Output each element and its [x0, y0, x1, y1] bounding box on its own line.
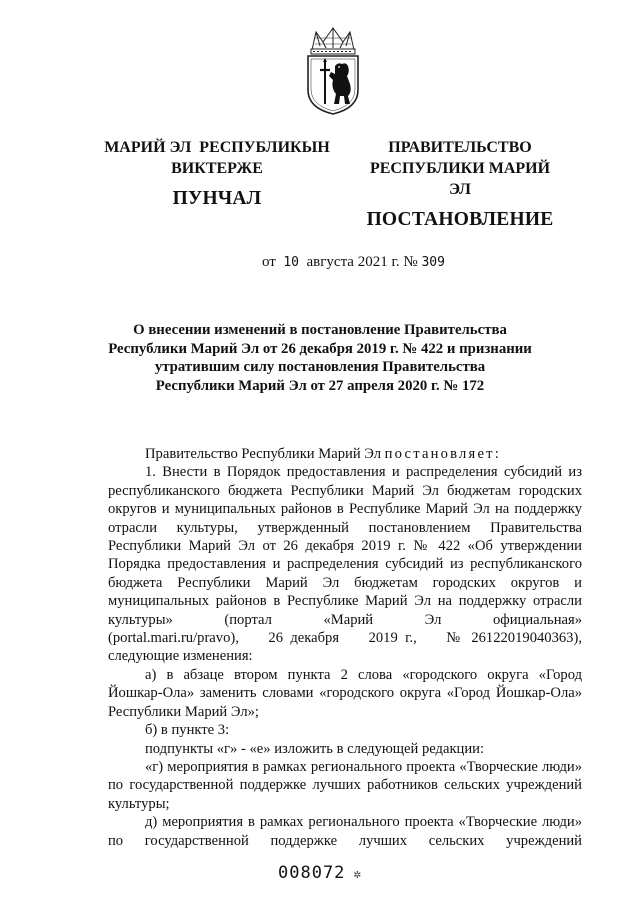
paragraph-e: д) мероприятия в рамках регионального проекта «Творческие люди» по государственной поддержке лучших сельских учреждений	[108, 814, 582, 849]
header-right-doc-type: ПОСТАНОВЛЕНИЕ	[366, 209, 554, 230]
title-line: Республики Марий Эл от 27 апреля 2020 г. № 172	[155, 377, 485, 394]
header-mari-language-block	[94, 137, 340, 209]
coat-of-arms-emblem	[298, 24, 368, 116]
header-russian-block	[360, 137, 560, 230]
paragraph-1-portal: (portal.mari.ru/pravo), 26 декабря 2019 г., № 26122019040363),	[108, 630, 582, 647]
title-line: утратившим силу постановления Правительства	[154, 359, 486, 375]
title-line: Республики Марий Эл от 26 декабря 2019 г. № 422 и признании	[108, 340, 532, 357]
paragraph-b: б) в пункте 3:	[145, 722, 230, 739]
document-body	[108, 445, 582, 850]
header-left-line2: ВИКТЕРЖЕ	[171, 160, 263, 177]
header-right-line1: ПРАВИТЕЛЬСТВО	[388, 139, 532, 156]
preamble-resolves: постановляет:	[384, 446, 501, 462]
document-dateline	[262, 254, 445, 271]
paragraph-1: 1. Внести в Порядок предоставления и распределения субсидий из республиканского бюджета Республики Марий Эл бюджетам городских округов и муниципальных районов в Республике Марий Эл на поддержку отрасли культуры, утвержденный постановлением Правительства Республики Марий Эл от 26 декабря 2019 г. № 422 «Об утверждении Порядка предоставления и распределения субсидий из республиканского бюджета Республики Марий Эл бюджетам городских округов и муниципальных районов в Республике Марий Эл на поддержку отрасли культуры» (портал «Марий Эл официальная»	[108, 464, 582, 628]
serial-number: 008072	[278, 863, 346, 883]
dateline-month-year: августа 2021 г. №	[306, 254, 418, 270]
document-title	[90, 321, 550, 395]
footer-serial	[278, 863, 362, 883]
header-left-line1: МАРИЙ ЭЛ РЕСПУБЛИКЫН	[104, 139, 330, 156]
preamble	[108, 445, 582, 463]
paragraph-1-end: следующие изменения:	[108, 648, 253, 665]
asterisk-mark-icon: ✲	[353, 867, 363, 882]
dateline-day: 10	[283, 255, 300, 270]
preamble-text: Правительство Республики Марий Эл	[145, 446, 382, 462]
paragraph-d: «г) мероприятия в рамках регионального проекта «Творческие люди» по государственной поддержке лучших работников сельских учреждений культуры;	[108, 758, 582, 812]
header-right-line2: РЕСПУБЛИКИ МАРИЙ ЭЛ	[369, 160, 551, 198]
title-line: О внесении изменений в постановление Правительства	[133, 322, 507, 338]
dateline-from: от	[262, 254, 276, 270]
paragraph-c: подпункты «г» - «е» изложить в следующей редакции:	[145, 740, 485, 757]
dateline-number: 309	[421, 255, 445, 270]
header-left-doc-type: ПУНЧАЛ	[172, 188, 262, 209]
paragraph-a: а) в абзаце втором пункта 2 слова «городского округа «Город Йошкар-Ола» заменить словами «городского округа «Город Йошкар-Ола» Республики Марий Эл»;	[108, 666, 582, 720]
